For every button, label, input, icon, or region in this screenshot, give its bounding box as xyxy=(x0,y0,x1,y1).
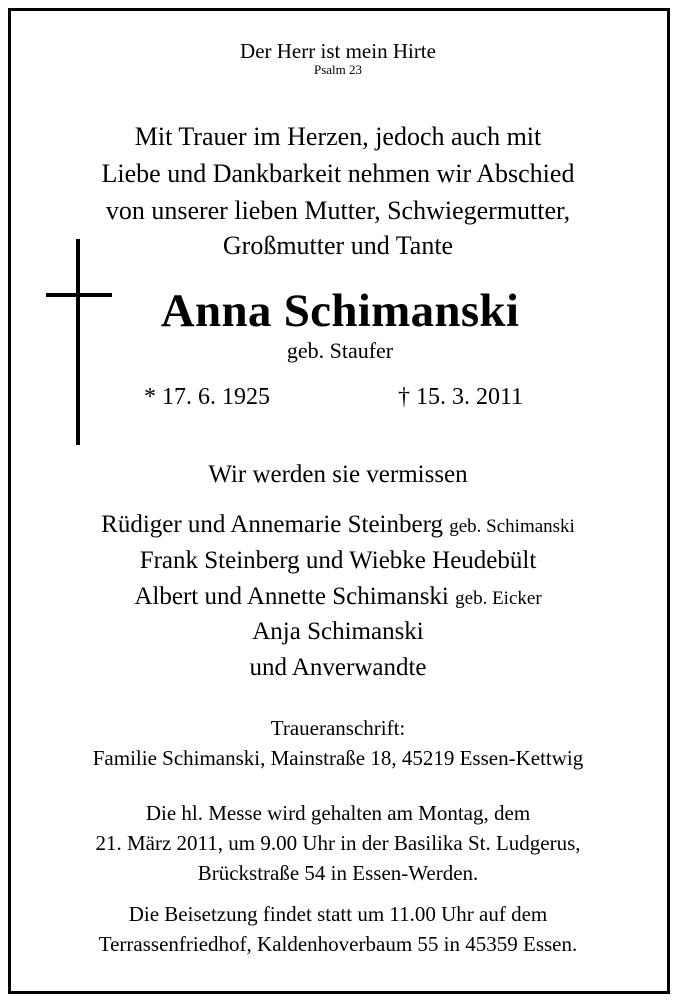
mourner-line xyxy=(0,619,676,644)
mourner-name: Anja Schimanski xyxy=(252,618,424,645)
mourner-name: und Anverwandte xyxy=(249,654,427,681)
address-label: Traueranschrift: xyxy=(270,716,406,740)
mourner-line xyxy=(0,584,676,609)
deceased-name: Anna Schimanski xyxy=(160,285,520,337)
address-text: Familie Schimanski, Mainstraße 18, 45219 Essen-Kettwig xyxy=(92,746,584,770)
mourner-line xyxy=(0,512,676,537)
mass-line-3: Brückstraße 54 in Essen-Werden. xyxy=(197,861,479,885)
intro-line-1: Mit Trauer im Herzen, jedoch auch mit xyxy=(134,122,542,151)
mass-line-1: Die hl. Messe wird gehalten am Montag, dem xyxy=(145,801,531,825)
verse-source: Psalm 23 xyxy=(313,62,363,77)
intro-line-4: Großmutter und Tante xyxy=(222,231,454,260)
mourner-line xyxy=(0,548,676,573)
birth-date: * 17. 6. 1925 xyxy=(144,384,270,410)
mourner-line xyxy=(0,655,676,680)
burial-line-2: Terrassenfriedhof, Kaldenhoverbaum 55 in 45359 Essen. xyxy=(98,932,578,956)
mourner-birth-name: geb. Schimanski xyxy=(449,516,575,537)
mourner-birth-name: geb. Eicker xyxy=(455,588,542,609)
miss-line: Wir werden sie vermissen xyxy=(208,461,468,488)
mass-line-2: 21. März 2011, um 9.00 Uhr in der Basilika St. Ludgerus, xyxy=(95,831,581,855)
mourner-name: Albert und Annette Schimanski xyxy=(134,583,449,610)
burial-line-1: Die Beisetzung findet statt um 11.00 Uhr auf dem xyxy=(128,902,548,926)
intro-line-2: Liebe und Dankbarkeit nehmen wir Abschied xyxy=(101,159,575,188)
mourner-name: Frank Steinberg und Wiebke Heudebült xyxy=(139,547,537,574)
bible-verse: Der Herr ist mein Hirte xyxy=(240,39,436,63)
intro-line-3: von unserer lieben Mutter, Schwiegermutter, xyxy=(105,196,571,225)
maiden-name: geb. Staufer xyxy=(286,338,394,363)
mourner-name: Rüdiger und Annemarie Steinberg xyxy=(101,511,443,538)
death-date: † 15. 3. 2011 xyxy=(398,384,524,410)
